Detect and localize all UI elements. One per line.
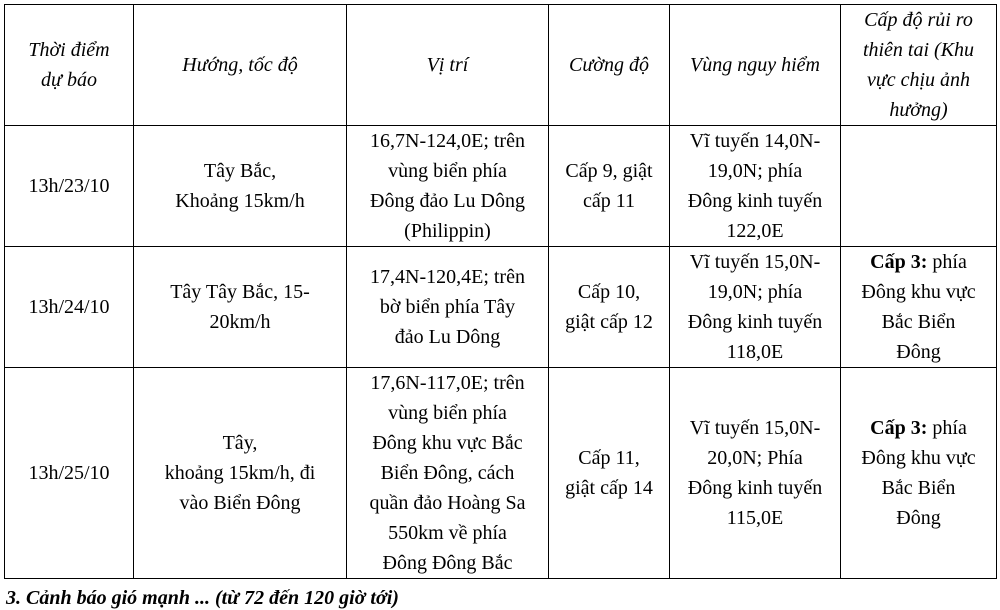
- header-danger-zone: Vùng nguy hiểm: [670, 5, 841, 126]
- cell-risk: [841, 126, 997, 247]
- cell-danger-zone: Vĩ tuyến 15,0N- 20,0N; Phía Đông kinh tuyến 115,0E: [670, 368, 841, 579]
- table-row: [5, 126, 997, 247]
- cell-direction: Tây, khoảng 15km/h, đi vào Biển Đông: [134, 368, 347, 579]
- header-risk-level: Cấp độ rủi ro thiên tai (Khu vực chịu ảnh hưởng): [841, 5, 997, 126]
- cell-intensity: Cấp 11, giật cấp 14: [549, 368, 670, 579]
- cell-intensity: Cấp 10, giật cấp 12: [549, 247, 670, 368]
- cell-direction: Tây Bắc, Khoảng 15km/h: [134, 126, 347, 247]
- cell-danger-zone: Vĩ tuyến 14,0N- 19,0N; phía Đông kinh tuyến 122,0E: [670, 126, 841, 247]
- cell-time: 13h/23/10: [5, 126, 134, 247]
- cell-risk: [841, 368, 997, 579]
- cell-risk: [841, 247, 997, 368]
- cell-time: 13h/24/10: [5, 247, 134, 368]
- section-heading-cutoff: 3. Cảnh báo gió mạnh ... (từ 72 đến 120 giờ tới): [6, 587, 399, 609]
- cell-danger-zone: Vĩ tuyến 15,0N- 19,0N; phía Đông kinh tuyến 118,0E: [670, 247, 841, 368]
- table-row: [5, 368, 997, 579]
- cell-position: 17,6N-117,0E; trên vùng biển phía Đông khu vực Bắc Biển Đông, cách quần đảo Hoàng Sa 550km về phía Đông Đông Bắc: [347, 368, 549, 579]
- header-direction-speed: Hướng, tốc độ: [134, 5, 347, 126]
- header-row: [5, 5, 997, 126]
- header-position: Vị trí: [347, 5, 549, 126]
- forecast-table: [4, 4, 997, 579]
- risk-area-text: phía Đông khu vực Bắc Biển Đông: [861, 251, 976, 363]
- cell-intensity: Cấp 9, giật cấp 11: [549, 126, 670, 247]
- cell-time: 13h/25/10: [5, 368, 134, 579]
- risk-level-label: Cấp 3:: [870, 251, 928, 273]
- cell-direction: Tây Tây Bắc, 15- 20km/h: [134, 247, 347, 368]
- cell-position: 17,4N-120,4E; trên bờ biển phía Tây đảo Lu Dông: [347, 247, 549, 368]
- cell-position: 16,7N-124,0E; trên vùng biển phía Đông đảo Lu Dông (Philippin): [347, 126, 549, 247]
- risk-level-label: Cấp 3:: [870, 417, 928, 439]
- risk-area-text: phía Đông khu vực Bắc Biển Đông: [861, 417, 976, 529]
- header-forecast-time: Thời điểm dự báo: [5, 5, 134, 126]
- table-row: [5, 247, 997, 368]
- header-intensity: Cường độ: [549, 5, 670, 126]
